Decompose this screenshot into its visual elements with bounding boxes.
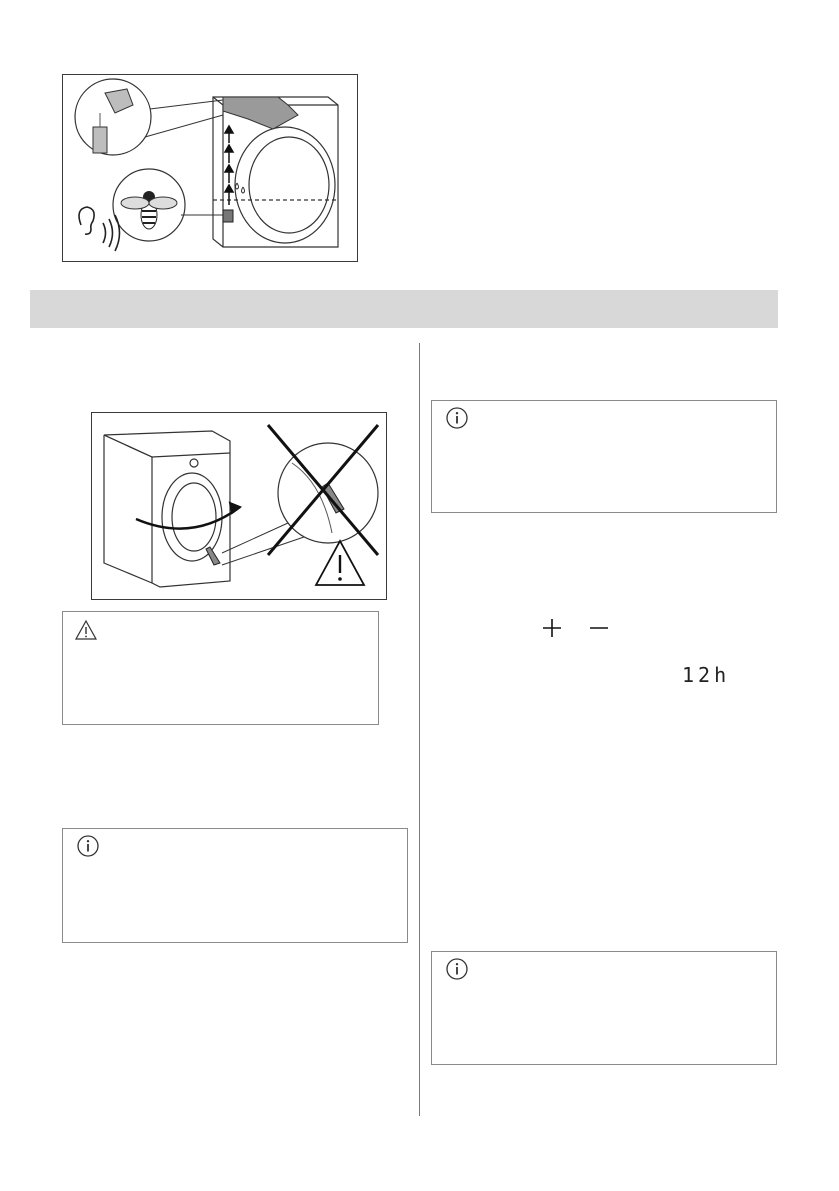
warning-triangle-icon — [75, 620, 97, 640]
info-icon — [446, 958, 468, 980]
minus-icon — [588, 617, 610, 639]
warning-triangle-icon — [316, 541, 364, 585]
water-tank-figure — [62, 74, 358, 262]
section-heading-bar — [30, 290, 778, 328]
info-box-right-bottom — [431, 951, 777, 1065]
arrow-up-icon — [225, 126, 233, 205]
info-icon — [77, 835, 99, 857]
plus-button-symbol — [541, 617, 563, 639]
water-tank-icon — [223, 97, 298, 129]
plus-icon — [541, 617, 563, 639]
dryer-door-figure — [91, 412, 387, 600]
column-divider — [419, 343, 420, 1116]
dryer-door-illustration — [92, 413, 386, 599]
info-box-right-top — [431, 400, 777, 513]
display-readout: 12h — [682, 663, 731, 687]
water-tank-illustration — [63, 75, 357, 261]
info-box-left — [62, 828, 408, 943]
info-icon — [446, 407, 468, 429]
minus-button-symbol — [588, 617, 610, 639]
warning-box — [62, 611, 379, 725]
